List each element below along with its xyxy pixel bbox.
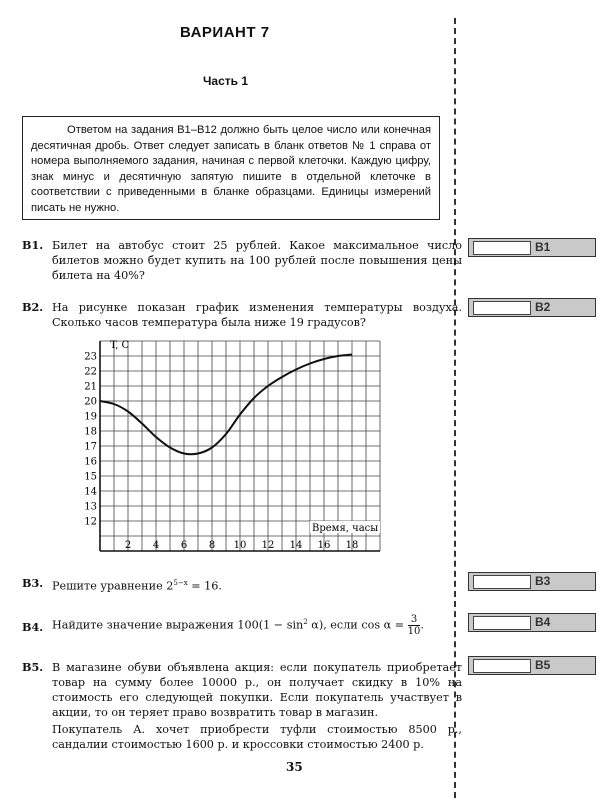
x-tick-label: 2 — [124, 540, 132, 551]
part-title: Часть 1 — [203, 74, 249, 88]
task-number: B2. — [22, 300, 44, 314]
y-tick-label: 12 — [84, 516, 97, 528]
fraction — [408, 614, 421, 637]
answer-cell[interactable] — [473, 241, 531, 255]
y-tick-label: 19 — [84, 411, 97, 423]
x-axis-label: Время, часы — [312, 523, 379, 534]
task-number: B4. — [22, 620, 44, 634]
y-tick-label: 18 — [84, 426, 97, 438]
x-tick-label: 14 — [289, 540, 303, 551]
instructions-box — [22, 116, 440, 220]
answer-label: B4 — [535, 615, 551, 629]
y-tick-label: 20 — [84, 396, 97, 408]
task-number: B3. — [22, 576, 44, 590]
answer-label: B3 — [535, 574, 551, 588]
y-tick-label: 17 — [84, 441, 97, 453]
task-text: Решите уравнение 2 — [52, 579, 174, 593]
x-tick-label: 18 — [345, 540, 359, 551]
fraction-numerator: 3 — [408, 614, 421, 626]
answer-label: B5 — [535, 658, 551, 672]
y-tick-label: 15 — [84, 471, 97, 483]
task-text-end: = 16. — [187, 579, 222, 593]
temperature-chart — [70, 335, 390, 555]
answer-cell[interactable] — [473, 616, 531, 630]
y-tick-label: 23 — [84, 351, 97, 363]
answer-label: B2 — [535, 300, 551, 314]
answer-cell[interactable] — [473, 575, 531, 589]
task-text: Билет на автобус стоит 25 рублей. Какое максимальное число билетов можно будет купить на 100 рублей после повышения цены билета на 40%? — [52, 239, 462, 282]
y-tick-label: 13 — [84, 501, 97, 513]
task-paragraph-2: Покупатель А. хочет приобрести туфли стоимостью 8500 р., сандалии стоимостью 1600 р. и кроссовки стоимостью 2400 р. — [52, 723, 462, 751]
exponent: 5−x — [173, 579, 188, 587]
x-tick-label: 10 — [233, 540, 247, 551]
x-tick-label: 4 — [152, 540, 160, 551]
answer-box-b1[interactable] — [468, 238, 596, 257]
task-number: B1. — [22, 238, 44, 252]
task-text: На рисунке показан график изменения температуры воздуха. Сколько часов температура была ниже 19 градусов? — [52, 301, 462, 329]
y-tick-label: 22 — [84, 366, 97, 378]
instructions-text: Ответом на задания В1–В12 должно быть целое число или конечная десятичная дробь. Ответ следует записать в бланк ответов № 1 справа от номера выполняемого задания, начиная с первой клеточки. Каждую цифру, знак минус и десятичную запятую пишите в отдельной клеточке в соответствии с приведенными в бланке образцами. Единицы измерений писать не нужно. — [31, 124, 431, 214]
y-tick-label: 14 — [84, 486, 97, 498]
chart-grid — [100, 341, 380, 551]
answer-box-b4[interactable] — [468, 613, 596, 632]
y-tick-label: 21 — [84, 381, 97, 393]
answer-cell[interactable] — [473, 301, 531, 315]
x-tick-label: 8 — [208, 540, 216, 551]
superscript: 2 — [303, 617, 308, 626]
fraction-denominator: 10 — [407, 626, 421, 637]
x-tick-label: 12 — [261, 540, 275, 551]
answer-box-b3[interactable] — [468, 572, 596, 591]
task-paragraph-1: В магазине обуви объявлена акция: если покупатель приобретает товар на сумму более 10000 р., он получает скидку в 10% на стоимость его следующей покупки. Если покупатель участвует в акции, то он теряет право возвратить товар в магазин. — [52, 661, 462, 719]
y-axis-label: T, C — [110, 340, 130, 351]
task-text-mid: α), если cos α = — [307, 618, 408, 632]
answer-box-b5[interactable] — [468, 656, 596, 675]
y-tick-label: 16 — [84, 456, 97, 468]
task-number: B5. — [22, 660, 44, 674]
variant-title: ВАРИАНТ 7 — [180, 24, 270, 41]
answer-label: B1 — [535, 240, 551, 254]
page-number: 35 — [286, 760, 303, 774]
task-text: Найдите значение выражения 100(1 − sin — [52, 618, 304, 632]
answer-box-b2[interactable] — [468, 298, 596, 317]
answer-cell[interactable] — [473, 659, 531, 673]
x-tick-label: 16 — [317, 540, 331, 551]
x-tick-label: 6 — [180, 540, 188, 551]
task-text-end: . — [420, 618, 424, 632]
